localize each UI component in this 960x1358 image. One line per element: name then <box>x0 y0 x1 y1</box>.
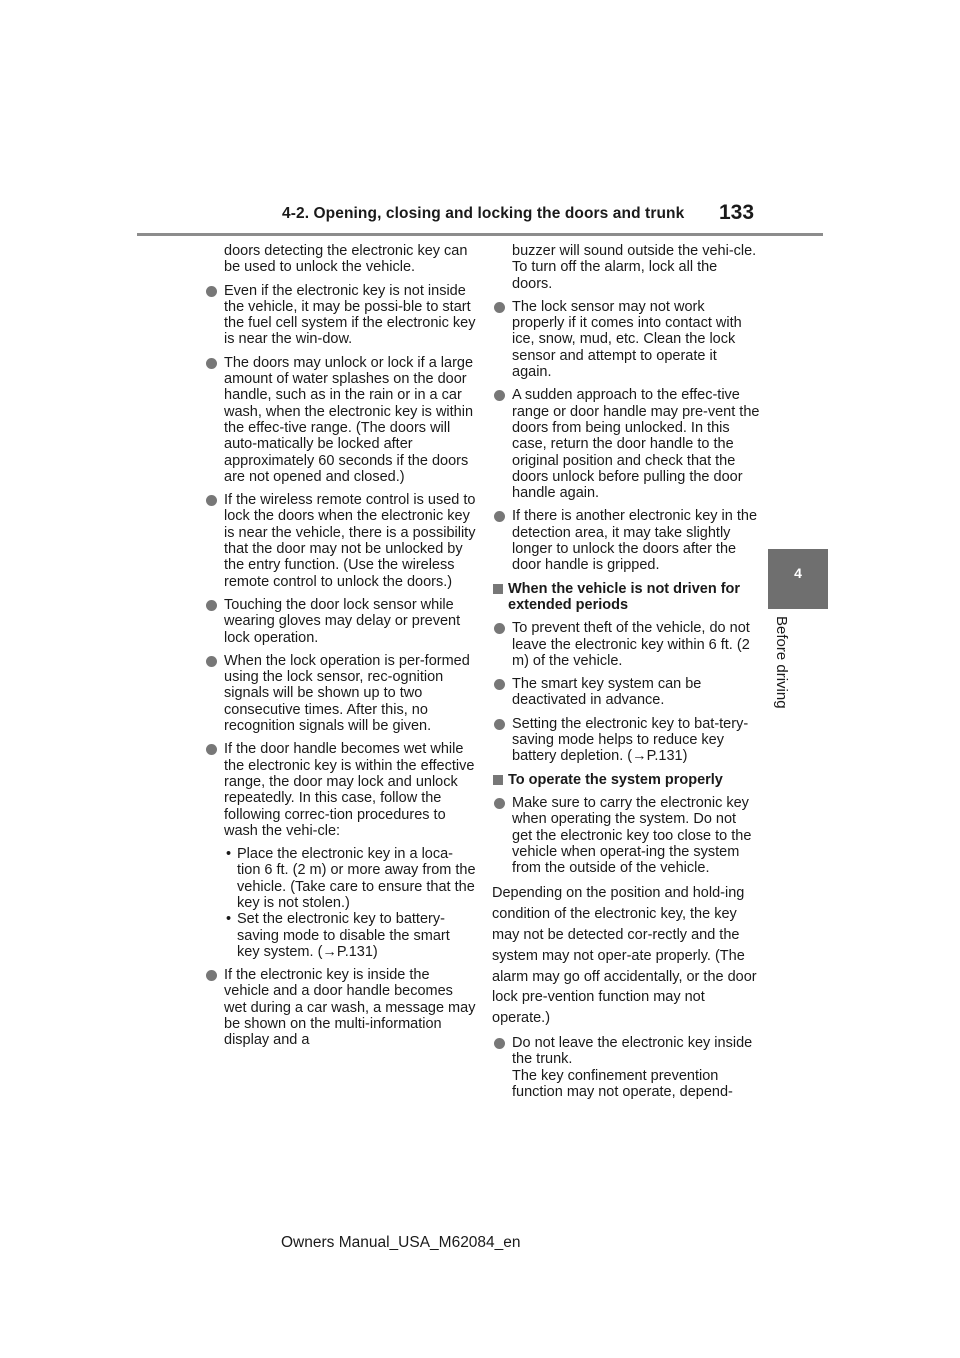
list-item <box>492 795 760 876</box>
list-item <box>492 1035 760 1100</box>
bullet-text: Setting the electronic key to bat-tery-saving mode helps to reduce key battery depletion. (→P.131) <box>512 715 749 765</box>
list-item <box>492 508 760 573</box>
bullet-icon <box>206 600 217 611</box>
sub-list-item <box>204 911 476 960</box>
bullet-icon <box>494 511 505 522</box>
bullet-text: A sudden approach to the effec-tive range or door handle may pre-vent the doors from being unlocked. In this case, return the door handle to the original position and check that the doors unlock before pulling the door handle again. <box>512 387 760 502</box>
bullet-text: Make sure to carry the electronic key when operating the system. Do not get the electronic key too close to the vehicle when operat-ing the system from the outside of the vehicle. <box>512 794 752 877</box>
bullet-icon <box>494 390 505 401</box>
bullet-icon <box>494 798 505 809</box>
bullet-icon <box>206 656 217 667</box>
continuation-text: buzzer will sound outside the vehi-cle. To turn off the alarm, lock all the doors. <box>512 243 757 292</box>
bullet-text-continued: The key confinement prevention function may not operate, depend- <box>512 1067 733 1100</box>
list-item <box>204 967 476 1048</box>
bullet-text: If the door handle becomes wet while the electronic key is within the effective range, the door may lock and unlock repeatedly. In this case, follow the following correc-tion procedures to wash the vehi-cle: <box>224 741 475 839</box>
bullet-icon <box>494 623 505 634</box>
bullet-icon <box>206 495 217 506</box>
left-column <box>204 243 476 1056</box>
bullet-icon <box>494 1038 505 1049</box>
header-divider <box>137 233 823 236</box>
list-item <box>204 741 476 839</box>
square-bullet-icon <box>493 584 503 594</box>
list-item <box>204 597 476 646</box>
heading-text: When the vehicle is not driven for extended periods <box>508 580 741 613</box>
section-heading <box>492 581 760 614</box>
list-item <box>492 299 760 380</box>
heading-text: To operate the system properly <box>508 771 723 788</box>
sub-item-text: Place the electronic key in a loca-tion 6 ft. (2 m) or more away from the vehicle. (Take care to ensure that the key is not stolen.) <box>237 846 476 911</box>
bullet-text: If the electronic key is inside the vehicle and a door handle becomes wet during a car wash, a message may be shown on the multi-information display and a <box>224 967 476 1049</box>
bullet-icon <box>494 302 505 313</box>
bullet-icon <box>494 719 505 730</box>
bullet-text: The smart key system can be deactivated in advance. <box>512 676 702 709</box>
list-item <box>204 355 476 485</box>
bullet-icon <box>494 679 505 690</box>
body-paragraph: Depending on the position and hold-ing condition of the electronic key, the key may not be detected cor-rectly and the system may not oper-ate properly. (The alarm may go off accidentally, or the door lock pre-vention function may not operate.) <box>492 885 757 1027</box>
bullet-icon <box>206 970 217 981</box>
bullet-text: The lock sensor may not work properly if it comes into contact with ice, snow, mud, etc. Clean the lock sensor and attempt to operate it again. <box>512 298 742 381</box>
bullet-text: Even if the electronic key is not inside the vehicle, it may be possi-ble to start the fuel cell system if the electronic key is near the win-dow. <box>224 282 476 348</box>
right-column <box>492 243 760 1107</box>
bullet-text: The doors may unlock or lock if a large amount of water splashes on the door handle, such as in the rain or in a car wash, when the electronic key is within the effec-tive range. (The doors will auto-matically be locked after approximately 60 seconds if the doors are not opened and closed.) <box>224 354 474 485</box>
bullet-text: If there is another electronic key in the detection area, it may take slightly longer to unlock the doors after the door handle is gripped. <box>512 508 758 574</box>
bullet-text: To prevent theft of the vehicle, do not leave the electronic key within 6 ft. (2 m) of the vehicle. <box>512 620 750 669</box>
list-item <box>492 716 760 765</box>
list-item <box>492 620 760 669</box>
list-item <box>204 653 476 734</box>
list-item <box>204 283 476 348</box>
bullet-text: When the lock operation is per-formed using the lock sensor, rec-ognition signals will be shown up to two consecutive times. After this, no recognition signals will be given. <box>224 652 470 735</box>
list-item <box>492 676 760 709</box>
sub-bullet-mark: • <box>226 911 232 928</box>
list-item <box>492 387 760 501</box>
sub-item-text: Set the electronic key to battery-saving mode to disable the smart key system. (→P.131) <box>237 911 450 960</box>
list-item <box>204 492 476 590</box>
square-bullet-icon <box>493 775 503 785</box>
bullet-icon <box>206 286 217 297</box>
chapter-tab <box>768 549 828 609</box>
bullet-text: Do not leave the electronic key inside the trunk. <box>512 1034 753 1068</box>
sub-bullet-mark: • <box>226 846 232 863</box>
bullet-text: If the wireless remote control is used to lock the doors when the electronic key is near the vehicle, there is a possibility that the door may not be unlocked by the entry function. (Use the wireless remote control to unlock the doors.) <box>224 492 476 590</box>
chapter-number: 4 <box>794 565 802 581</box>
bullet-icon <box>206 744 217 755</box>
continuation-text: doors detecting the electronic key can be used to unlock the vehicle. <box>224 243 468 276</box>
section-heading <box>492 772 760 788</box>
page-number: 133 <box>719 201 755 224</box>
footer-doc-id: Owners Manual_USA_M62084_en <box>281 1234 521 1251</box>
section-title: 4-2. Opening, closing and locking the doors and trunk <box>282 205 685 222</box>
bullet-icon <box>206 358 217 369</box>
chapter-label: Before driving <box>773 616 790 709</box>
sub-list-item <box>204 846 476 911</box>
bullet-text: Touching the door lock sensor while wearing gloves may delay or prevent lock operation. <box>224 596 461 646</box>
